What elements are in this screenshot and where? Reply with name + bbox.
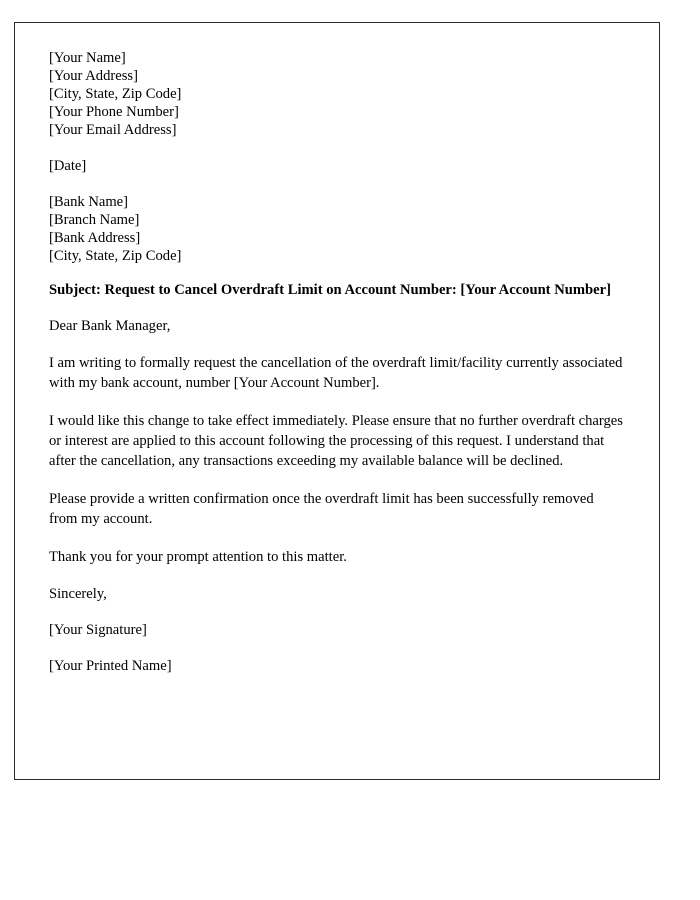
recipient-address-block bbox=[49, 193, 625, 265]
closing-line: Sincerely, bbox=[49, 586, 107, 602]
sender-phone-line: [Your Phone Number] bbox=[49, 104, 179, 120]
body-paragraph-2: I would like this change to take effect immediately. Please ensure that no further overdraft charges or interest are applied to this account following the processing of this request. I understand that after the cancellation, any transactions exceeding my available balance will be declined. bbox=[49, 413, 623, 469]
body-paragraph-1: I am writing to formally request the cancellation of the overdraft limit/facility currently associated with my bank account, number [Your Account Number]. bbox=[49, 355, 623, 391]
spacer-after-date bbox=[49, 175, 625, 193]
body-paragraph-4: Thank you for your prompt attention to this matter. bbox=[49, 549, 347, 565]
bank-address-line: [Bank Address] bbox=[49, 230, 141, 246]
printed-name-placeholder: [Your Printed Name] bbox=[49, 658, 172, 674]
document-page bbox=[14, 22, 660, 780]
body-paragraph-3: Please provide a written confirmation once the overdraft limit has been successfully removed from my account. bbox=[49, 491, 594, 527]
sender-email-line: [Your Email Address] bbox=[49, 122, 177, 138]
subject-line: Subject: Request to Cancel Overdraft Limit on Account Number: [Your Account Number] bbox=[49, 282, 611, 298]
salutation: Dear Bank Manager, bbox=[49, 318, 171, 334]
spacer-after-sender bbox=[49, 139, 625, 157]
sender-address-block bbox=[49, 49, 625, 139]
signature-placeholder: [Your Signature] bbox=[49, 622, 147, 638]
sender-address-line: [Your Address] bbox=[49, 68, 138, 84]
bank-city-line: [City, State, Zip Code] bbox=[49, 248, 182, 264]
sender-name-line: [Your Name] bbox=[49, 50, 126, 66]
bank-name-line: [Bank Name] bbox=[49, 194, 129, 210]
letter-body bbox=[15, 23, 659, 675]
sender-city-line: [City, State, Zip Code] bbox=[49, 86, 182, 102]
date-line: [Date] bbox=[49, 158, 87, 174]
branch-name-line: [Branch Name] bbox=[49, 212, 140, 228]
